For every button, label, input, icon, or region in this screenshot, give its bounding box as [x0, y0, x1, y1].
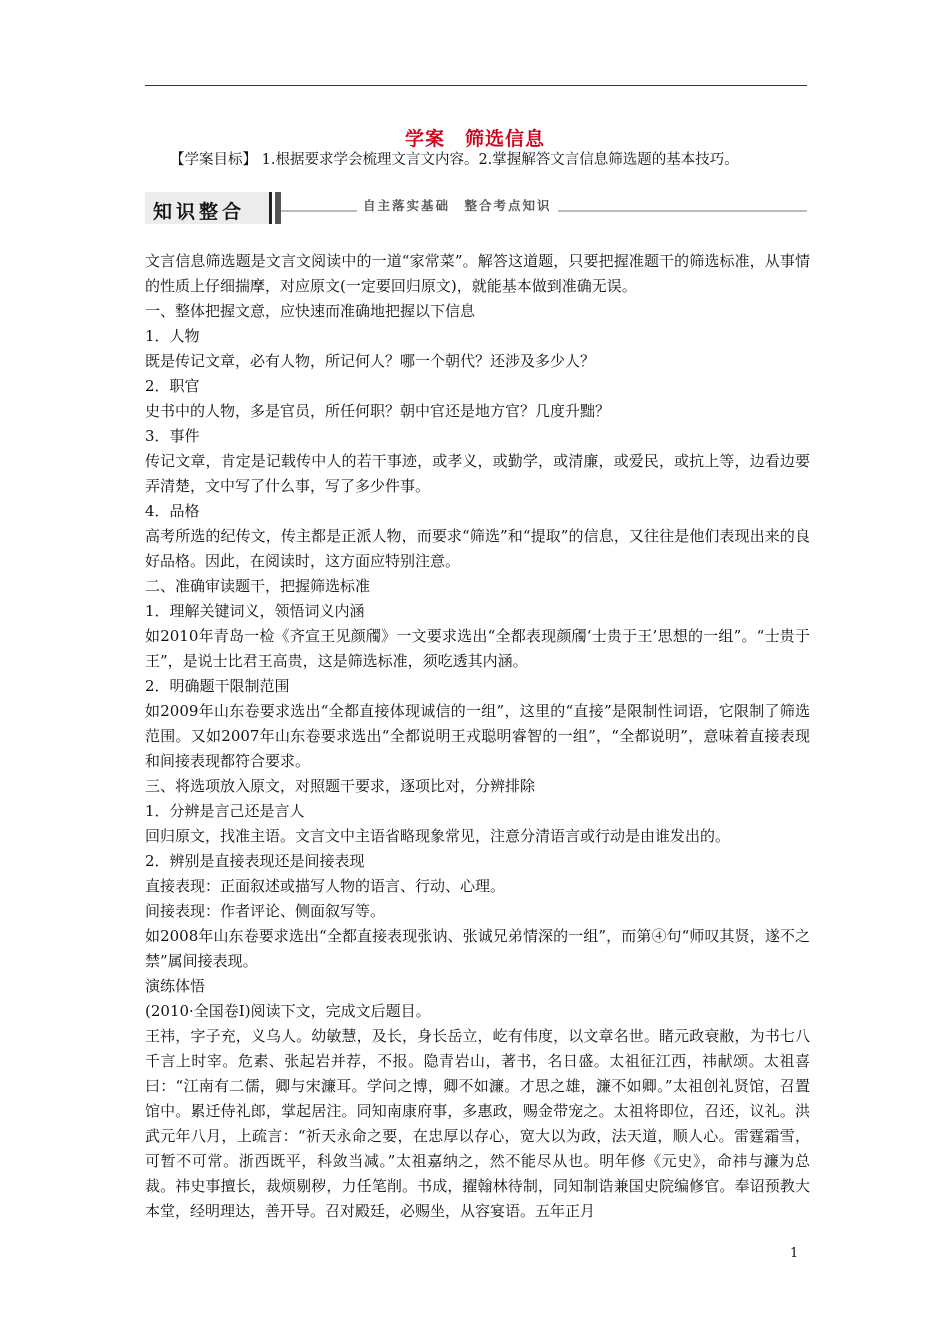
- paragraph: 3．事件: [145, 427, 200, 445]
- banner-label-box: [145, 192, 272, 224]
- page-title: 学案 筛选信息: [404, 128, 545, 150]
- paragraph: (2010·全国卷Ⅰ)阅读下文，完成文后题目。: [145, 1002, 431, 1020]
- paragraph: 2．辨别是直接表现还是间接表现: [145, 852, 365, 870]
- banner-title: 知识整合: [153, 201, 246, 223]
- paragraph: 文言信息筛选题是文言文阅读中的一道“家常菜”。解答这道题，只要把握准题干的筛选标准，从事情的性质上仔细揣摩，对应原文(一定要回归原文)，就能基本做到准确无误。: [145, 252, 810, 295]
- paragraph: 4．品格: [145, 502, 200, 520]
- paragraph: 既是传记文章，必有人物，所记何人？哪一个朝代？还涉及多少人？: [145, 352, 596, 370]
- banner-subtitle: 自主落实基础 整合考点知识: [357, 196, 558, 214]
- paragraph: 2．明确题干限制范围: [145, 677, 290, 695]
- header-rule: [145, 85, 807, 86]
- section-banner: [145, 190, 807, 228]
- paragraph: 1．人物: [145, 327, 200, 345]
- paragraph: 史书中的人物，多是官员，所任何职？朝中官还是地方官？几度升黜？: [145, 402, 611, 420]
- paragraph: 间接表现：作者评论、侧面叙写等。: [145, 902, 386, 920]
- page-number: 1: [790, 1246, 799, 1261]
- paragraph: 王祎，字子充，义乌人。幼敏慧，及长，身长岳立，屹有伟度，以文章名世。睹元政衰敝，为书七八千言上时宰。危素、张起岩并荐，不报。隐青岩山，著书，名日盛。太祖征江西，祎献颂。太祖喜曰：“江南有二儒，卿与宋濂耳。学问之博，卿不如濂。才思之雄，濂不如卿。”太祖创礼贤馆，召置馆中。累迁侍礼郎，掌起居注。同知南康府事，多惠政，赐金带宠之。太祖将即位，召还，议礼。洪武元年八月，上疏言：“祈天永命之要，在忠厚以存心，宽大以为政，法天道，顺人心。雷霆霜雪，可暂不可常。浙西既平，科敛当减。”太祖嘉纳之，然不能尽从也。明年修《元史》，命祎与濂为总裁。祎史事擅长，裁烦剔秽，力任笔削。书成，擢翰林待制，同知制诰兼国史院编修官。奉诏预教大本堂，经明理达，善开导。召对殿廷，必赐坐，从容宴语。五年正月: [145, 1027, 810, 1220]
- paragraph: 直接表现：正面叙述或描写人物的语言、行动、心理。: [145, 877, 506, 895]
- paragraph: 一、整体把握文意，应快速而准确地把握以下信息: [145, 302, 476, 320]
- paragraph: 如2008年山东卷要求选出“全都直接表现张讷、张诚兄弟情深的一组”，而第④句“师叹其贤，遂不之禁”属间接表现。: [145, 927, 810, 970]
- paragraph: 高考所选的纪传文，传主都是正派人物，而要求“筛选”和“提取”的信息，又往往是他们表现出来的良好品格。因此，在阅读时，这方面应特别注意。: [145, 527, 810, 570]
- paragraph: 如2010年青岛一检《齐宣王见颜斶》一文要求选出“全都表现颜斶‘士贵于王’思想的一组”。“士贵于王”，是说士比君王高贵，这是筛选标准，须吃透其内涵。: [145, 627, 810, 670]
- paragraph: 三、将选项放入原文，对照题干要求，逐项比对，分辨排除: [145, 777, 536, 795]
- document-body: [145, 249, 810, 1224]
- paragraph: 1．理解关键词义，领悟词义内涵: [145, 602, 365, 620]
- learning-goal: 【学案目标】 1.根据要求学会梳理文言文内容。2.掌握解答文言信息筛选题的基本技巧。: [170, 152, 739, 168]
- paragraph: 1．分辨是言己还是言人: [145, 802, 305, 820]
- paragraph: 演练体悟: [145, 977, 206, 995]
- paragraph: 回归原文，找准主语。文言文中主语省略现象常见，注意分清语言或行动是由谁发出的。: [145, 827, 731, 845]
- paragraph: 如2009年山东卷要求选出“全都直接体现诚信的一组”，这里的“直接”是限制性词语，它限制了筛选范围。又如2007年山东卷要求选出“全都说明王戎聪明睿智的一组”，“全都说明”，意味着直接表现和间接表现都符合要求。: [145, 702, 810, 770]
- paragraph: 传记文章，肯定是记载传中人的若干事迹，或孝义，或勤学，或清廉，或爱民，或抗上等，边看边要弄清楚，文中写了什么事，写了多少件事。: [145, 452, 810, 495]
- banner-divider-bar: [275, 192, 281, 224]
- paragraph: 二、准确审读题干，把握筛选标准: [145, 577, 371, 595]
- paragraph: 2．职官: [145, 377, 200, 395]
